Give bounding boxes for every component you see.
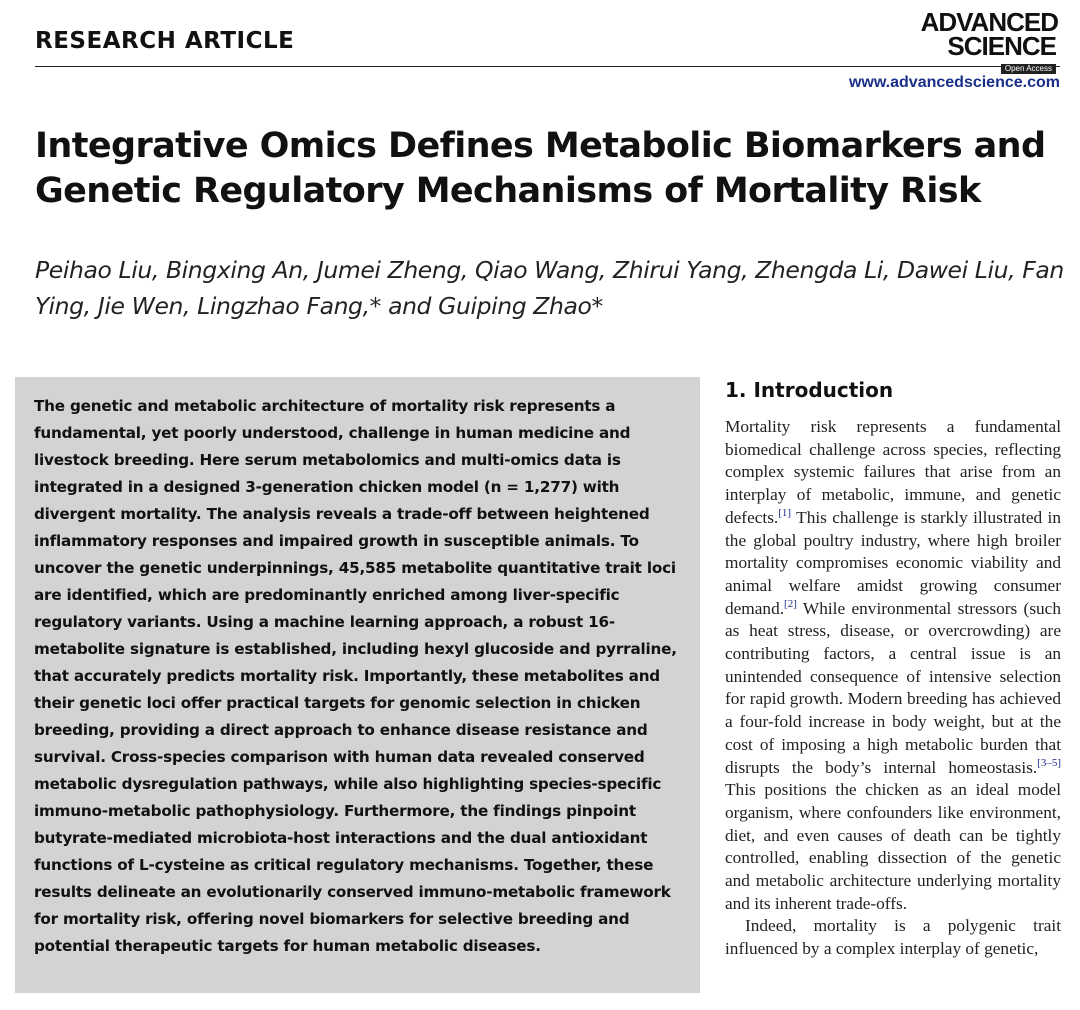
logo-text-advanced: ADVANCED — [920, 7, 1058, 37]
intro-text-segment: While environmental stressors (such as heat stress, disease, or overcrowding) are contributing factors, a central issue is an unintended consequence of intensive selection for rapid growth. Modern breeding has achieved a four-fold increase in body weight, but at the cost of imposing a high metabolic burden that disrupts the body’s internal homeostasis. — [725, 598, 1061, 777]
logo-text-science: SCIENCE — [947, 31, 1056, 61]
introduction-paragraph-1 — [725, 416, 1061, 915]
introduction-heading: 1. Introduction — [725, 378, 894, 402]
citation-link[interactable]: [3–5] — [1037, 756, 1061, 769]
author-list: Peihao Liu, Bingxing An, Jumei Zheng, Qiao Wang, Zhirui Yang, Zhengda Li, Dawei Liu, Fan Ying, Jie Wen, Lingzhao Fang,* and Guiping Zhao* — [35, 256, 1064, 320]
article-title: Integrative Omics Defines Metabolic Biomarkers and Genetic Regulatory Mechanisms of Mortality Risk — [35, 126, 1046, 211]
open-access-badge: Open Access — [1001, 64, 1056, 74]
journal-logo[interactable] — [898, 7, 1058, 73]
introduction-paragraph-2: Indeed, mortality is a polygenic trait influenced by a complex interplay of genetic, — [725, 916, 1061, 959]
abstract-text: The genetic and metabolic architecture of mortality risk represents a fundamental, yet poorly understood, challenge in human medicine and livestock breeding. Here serum metabolomics and multi-omics data is integrated in a designed 3-generation chicken model (n = 1,277) with divergent mortality. The analysis reveals a trade-off between heightened inflammatory responses and impaired growth in susceptible animals. To uncover the genetic underpinnings, 45,585 metabolite quantitative trait loci are identified, which are predominantly enriched among liver-specific regulatory variants. Using a machine learning approach, a robust 16-metabolite signature is established, including hexyl glucoside and pyrraline, that accurately predicts mortality risk. Importantly, these metabolites and their genetic loci offer practical targets for genomic selection in chicken breeding, providing a direct approach to enhance disease resistance and survival. Cross-species comparison with human data revealed conserved metabolic dysregulation pathways, while also highlighting species-specific immuno-metabolic pathophysiology. Furthermore, the findings pinpoint butyrate-mediated microbiota-host interactions and the dual antioxidant functions of L-cysteine as critical regulatory mechanisms. Together, these results delineate an evolutionarily conserved immuno-metabolic framework for mortality risk, offering novel biomarkers for selective breeding and potential therapeutic targets for human metabolic diseases. — [34, 397, 677, 955]
citation-link[interactable]: [1] — [778, 507, 792, 520]
introduction-body — [725, 416, 1061, 961]
intro-text-segment: This positions the chicken as an ideal model organism, where confounders like environment, diet, and even causes of death can be tightly controlled, enabling dissection of the genetic and metabolic architecture underlying mortality and its inherent trade-offs. — [725, 780, 1061, 913]
intro-text-segment: Mortality risk represents a fundamental biomedical challenge across species, reflecting complex systemic failures that arise from an interplay of metabolic, immune, and genetic defects. — [725, 417, 1061, 527]
citation-link[interactable]: [2] — [784, 597, 797, 610]
journal-url-link[interactable]: www.advancedscience.com — [848, 74, 1060, 91]
intro-text-segment: This challenge is starkly illustrated in the global poultry industry, where high broiler mortality compromises economic viability and animal welfare amidst growing consumer demand. — [725, 507, 1061, 618]
section-label: RESEARCH ARTICLE — [35, 28, 295, 54]
